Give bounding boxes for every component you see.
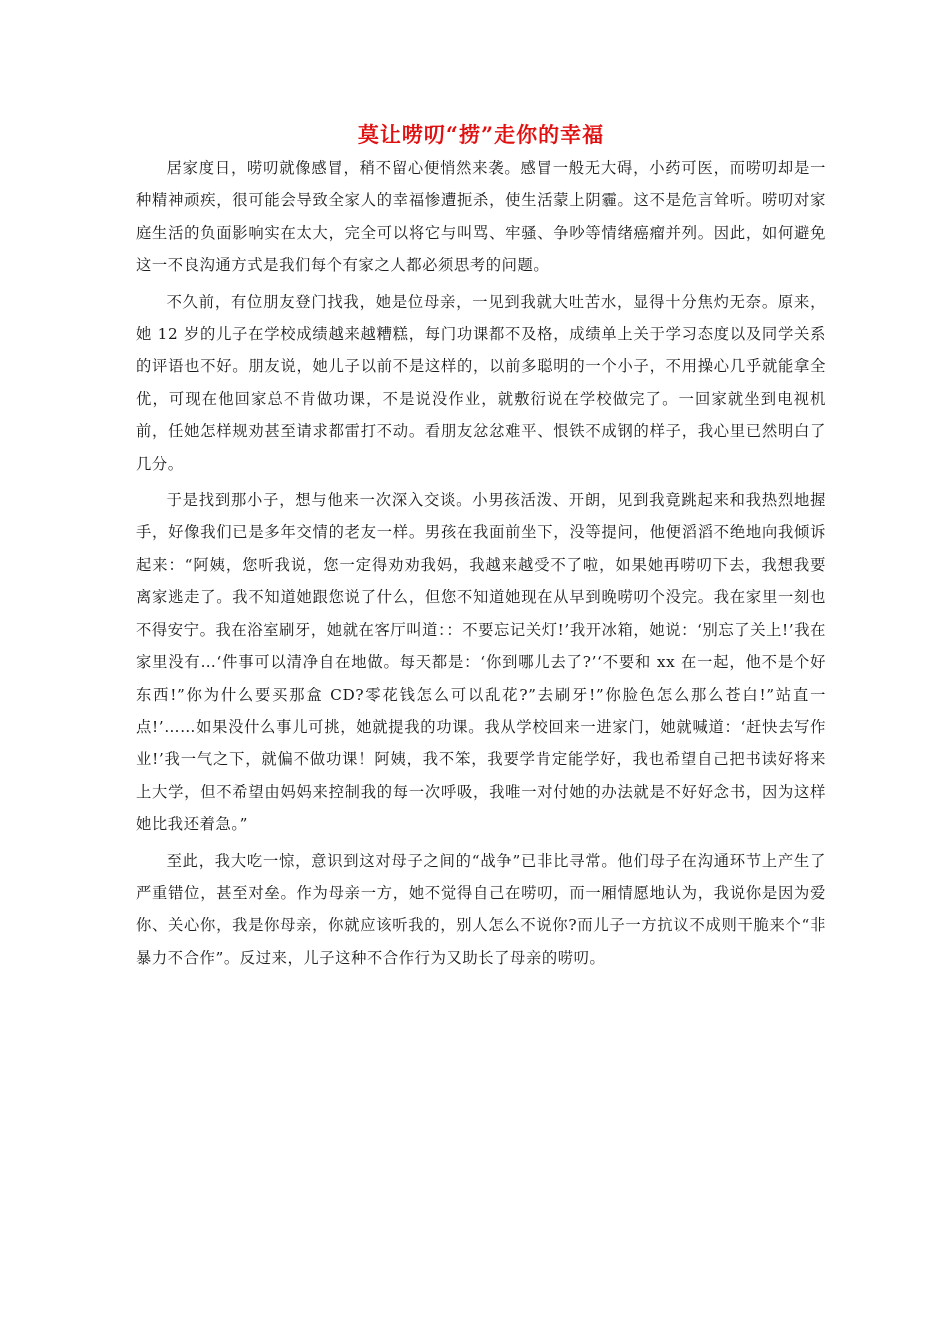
paragraph-4: 至此，我大吃一惊，意识到这对母子之间的“战争”已非比寻常。他们母子在沟通环节上产生了严重错位，甚至对垒。作为母亲一方，她不觉得自己在唠叨，而一厢情愿地认为，我说你是因为爱你、关心你，我是你母亲，你就应该听我的，别人怎么不说你?而儿子一方抗议不成则干脆来个“非暴力不合作”。反过来，儿子这种不合作行为又助长了母亲的唠叨。 xyxy=(136,851,826,967)
paragraph-2: 不久前，有位朋友登门找我，她是位母亲，一见到我就大吐苦水，显得十分焦灼无奈。原来，她 12 岁的儿子在学校成绩越来越糟糕，每门功课都不及格，成绩单上关于学习态度以及同学关系的评语也不好。朋友说，她儿子以前不是这样的，以前多聪明的一个小子，不用操心几乎就能拿全优，可现在他回家总不肯做功课，不是说没作业，就敷衍说在学校做完了。一回家就坐到电视机前，任她怎样规劝甚至请求都雷打不动。看朋友忿忿难平、恨铁不成钢的样子，我心里已然明白了几分。 xyxy=(136,292,826,473)
article-title: 莫让唠叨“捞”走你的幸福 xyxy=(357,122,605,147)
paragraph-3: 于是找到那小子，想与他来一次深入交谈。小男孩活泼、开朗，见到我竟跳起来和我热烈地握手，好像我们已是多年交情的老友一样。男孩在我面前坐下，没等提问，他便滔滔不绝地向我倾诉起来：“阿姨，您听我说，您一定得劝劝我妈，我越来越受不了啦，如果她再唠叨下去，我想我要离家逃走了。我不知道她跟您说了什么，但您不知道她现在从早到晚唠叨个没完。我在家里一刻也不得安宁。我在浴室刷牙，她就在客厅叫道：：不要忘记关灯!’我开冰箱，她说：‘别忘了关上!’我在家里没有…‘件事可以清净自在地做。每天都是：‘你到哪儿去了?’‘不要和 xx 在一起，他不是个好东西!”你为什么要买那盒 CD?零花钱怎么可以乱花?”去刷牙!”你脸色怎么那么苍白!”站直一点!’……如果没什么事儿可挑，她就提我的功课。我从学校回来一进家门，她就喊道：‘赶快去写作业!’我一气之下，就偏不做功课！阿姨，我不笨，我要学肯定能学好，我也希望自己把书读好将来上大学，但不希望由妈妈来控制我的每一次呼吸，我唯一对付她的办法就是不好好念书，因为这样她比我还着急。” xyxy=(136,491,826,834)
document-page xyxy=(136,118,826,978)
paragraph-1: 居家度日，唠叨就像感冒，稍不留心便悄然来袭。感冒一般无大碍，小药可医，而唠叨却是一种精神顽疾，很可能会导致全家人的幸福惨遭扼杀，使生活蒙上阴霾。这不是危言耸听。唠叨对家庭生活的负面影响实在太大，完全可以将它与叫骂、牢骚、争吵等情绪癌瘤并列。因此，如何避免这一不良沟通方式是我们每个有家之人都必须思考的问题。 xyxy=(136,159,826,275)
